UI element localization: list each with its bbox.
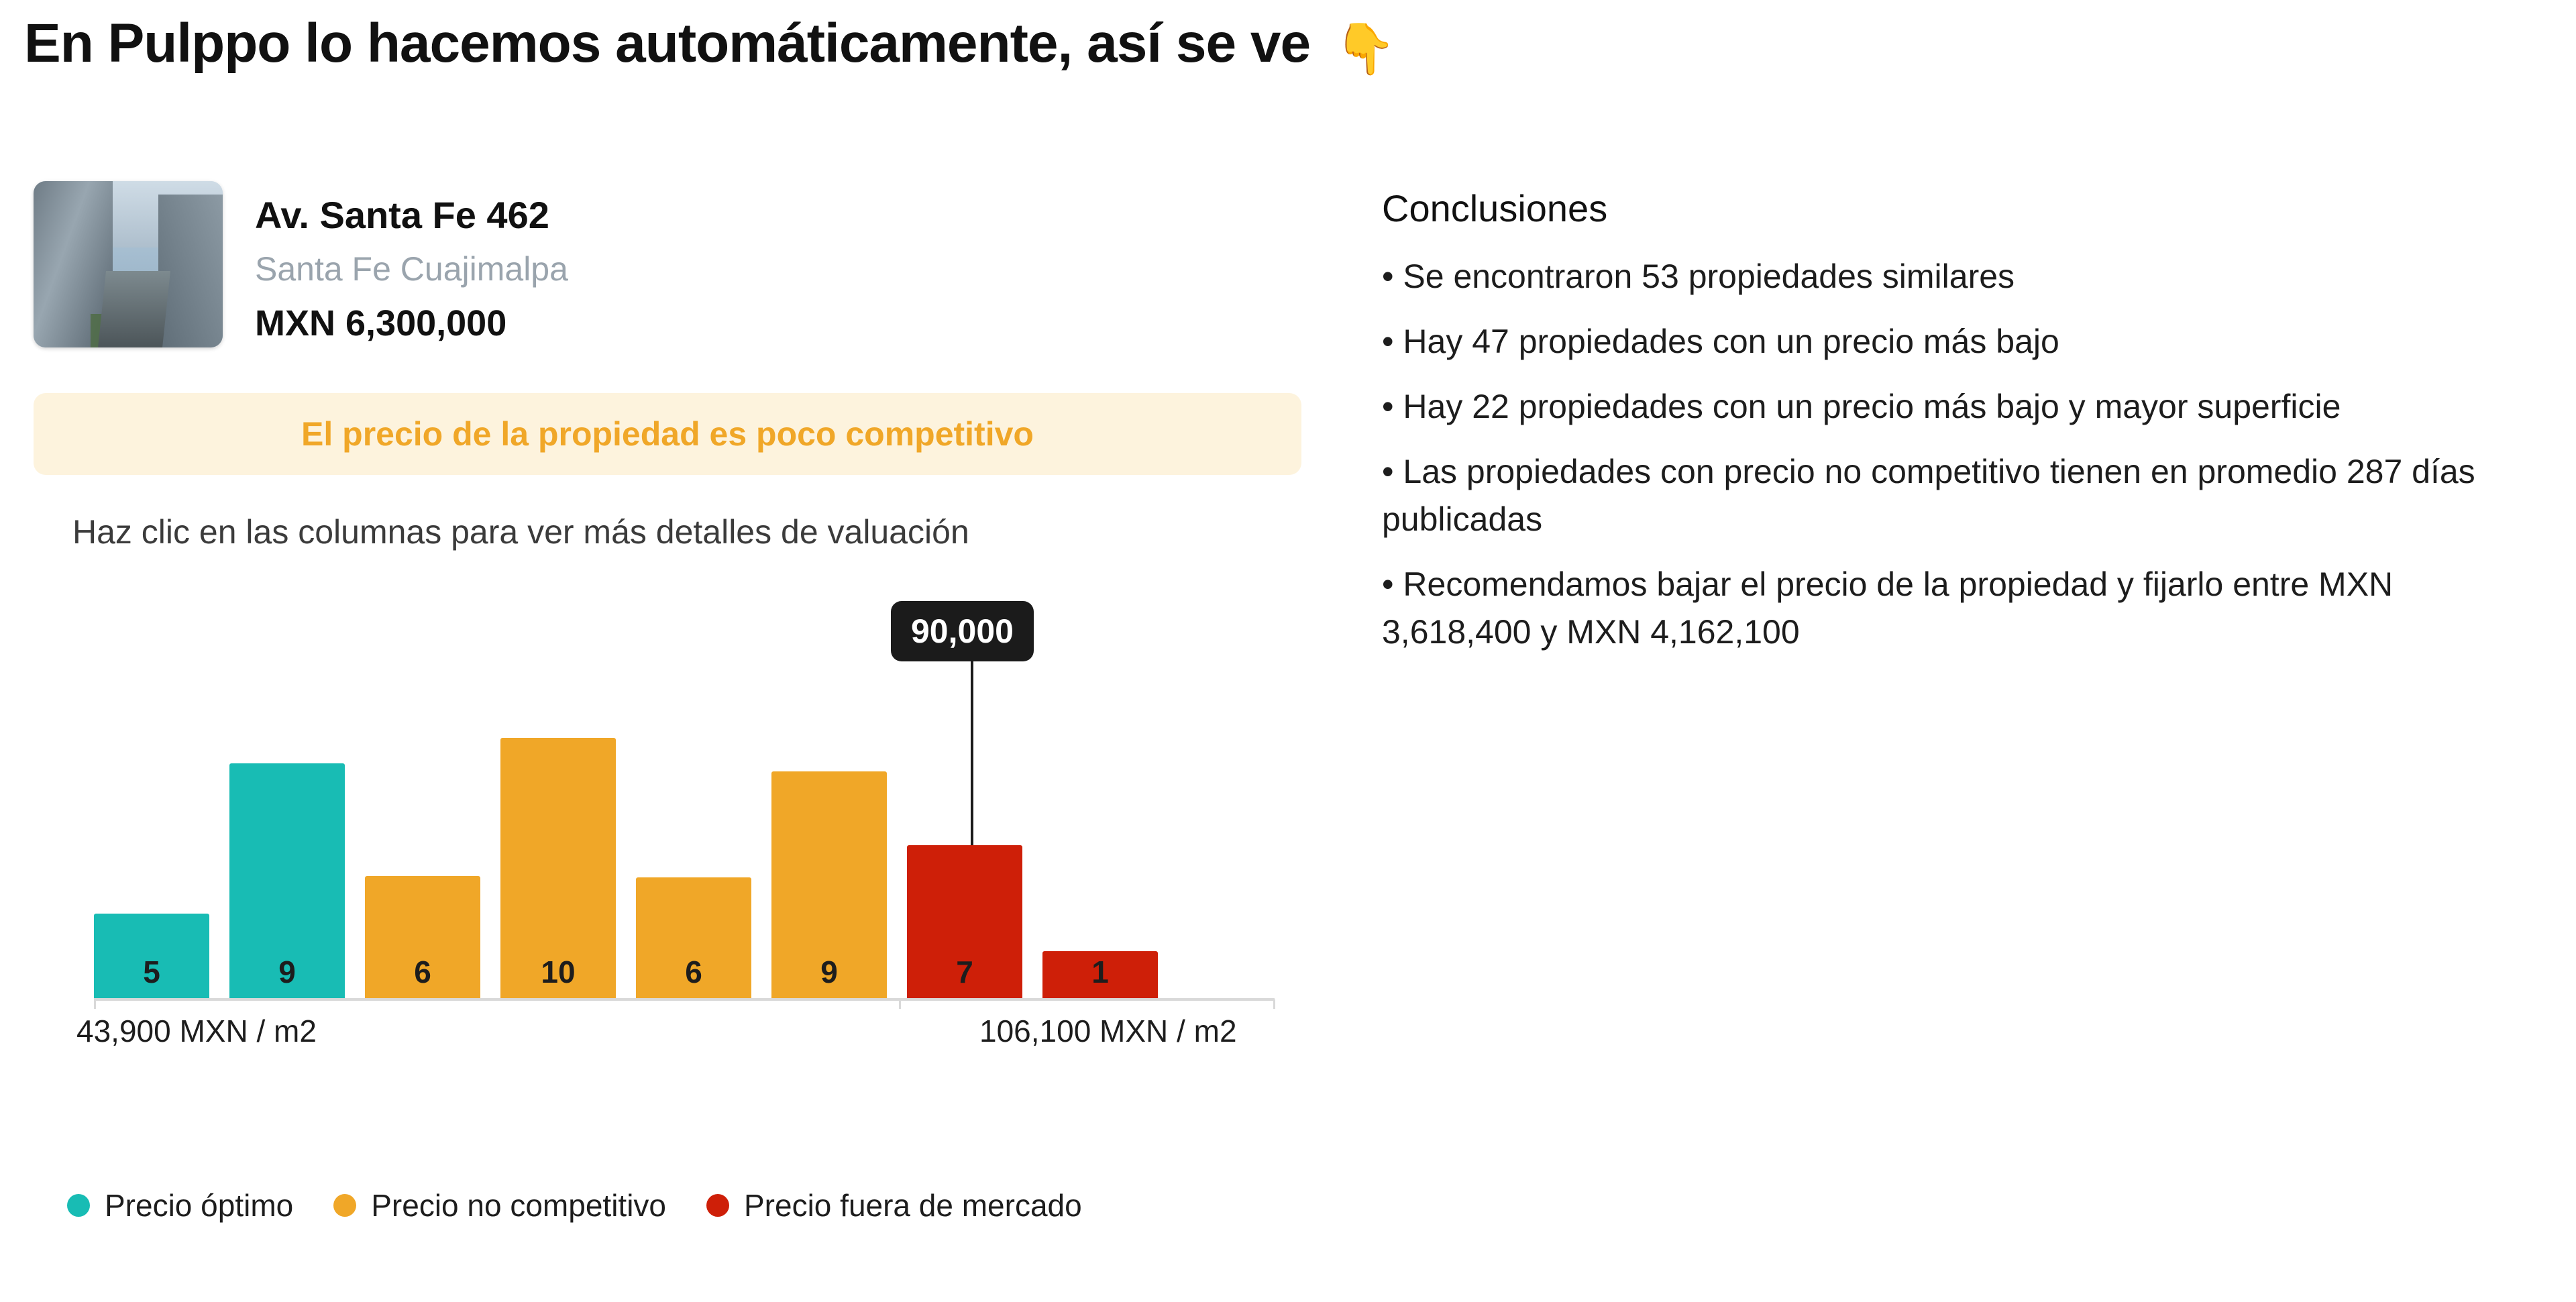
- histogram-bar-selected[interactable]: [771, 771, 887, 999]
- histogram-bar[interactable]: [1042, 951, 1158, 999]
- legend-label: Precio fuera de mercado: [744, 1188, 1082, 1223]
- page-title-text: En Pulppo lo hacemos automáticamente, así se ve: [24, 13, 1311, 74]
- histogram-bar-label: 6: [685, 955, 702, 989]
- conclusions-title: Conclusiones: [1382, 187, 1608, 229]
- property-neighborhood: Santa Fe Cuajimalpa: [255, 250, 568, 288]
- histogram-axis: [94, 998, 1275, 1001]
- chart-hint: Haz clic en las columnas para ver más detalles de valuación: [72, 513, 969, 551]
- axis-tick: [899, 999, 901, 1009]
- histogram-bar-label: 10: [541, 955, 576, 989]
- axis-label-max: 106,100 MXN / m2: [979, 1014, 1237, 1048]
- axis-tick: [1273, 999, 1275, 1009]
- histogram-bar[interactable]: [500, 738, 616, 999]
- property-address: Av. Santa Fe 462: [255, 194, 549, 236]
- property-price: MXN 6,300,000: [255, 303, 507, 344]
- legend-item-no-competitivo: [333, 1187, 666, 1224]
- conclusion-item: • Hay 22 propiedades con un precio más bajo y mayor superficie: [1382, 388, 2341, 425]
- legend-label: Precio óptimo: [105, 1188, 294, 1223]
- legend-dot-icon: [67, 1194, 90, 1217]
- legend-item-fuera-de-mercado: [706, 1187, 1082, 1224]
- histogram-bar-label: 1: [1091, 955, 1109, 989]
- pointing-down-hand-icon: 👇: [1334, 21, 1396, 76]
- conclusions-panel: [1382, 186, 2522, 673]
- histogram-legend: [67, 1187, 1082, 1224]
- histogram-axis-labels: [67, 1013, 1281, 1053]
- histogram-tooltip: 90,000: [891, 601, 1034, 661]
- property-summary: [34, 181, 1308, 347]
- histogram-bars: [94, 624, 1275, 999]
- axis-tick: [94, 999, 96, 1009]
- thumbnail-road: [98, 271, 170, 347]
- legend-label: Precio no competitivo: [371, 1188, 666, 1223]
- price-competitiveness-banner: [34, 393, 1301, 475]
- legend-dot-icon: [333, 1194, 356, 1217]
- legend-dot-icon: [706, 1194, 729, 1217]
- histogram-bar[interactable]: [636, 877, 751, 999]
- price-competitiveness-text: El precio de la propiedad es poco competitivo: [301, 415, 1034, 453]
- histogram-plot: [74, 590, 1288, 999]
- property-panel: [34, 181, 1308, 551]
- histogram-bar[interactable]: [365, 876, 480, 999]
- property-thumbnail: [34, 181, 223, 347]
- conclusion-item: • Las propiedades con precio no competitivo tienen en promedio 287 días publicadas: [1382, 453, 2475, 538]
- histogram-bar-label: 7: [956, 955, 973, 989]
- conclusion-item: • Recomendamos bajar el precio de la propiedad y fijarlo entre MXN 3,618,400 y MXN 4,162,100: [1382, 565, 2394, 651]
- histogram-bar[interactable]: [907, 845, 1022, 999]
- page-title: [24, 12, 1395, 78]
- conclusion-item: • Hay 47 propiedades con un precio más bajo: [1382, 323, 2059, 360]
- conclusion-item: • Se encontraron 53 propiedades similares: [1382, 258, 2015, 295]
- axis-label-min: 43,900 MXN / m2: [76, 1014, 317, 1048]
- histogram-bar-label: 9: [820, 955, 838, 989]
- legend-item-optimo: [67, 1187, 293, 1224]
- histogram-bar[interactable]: [229, 763, 345, 999]
- histogram-bar-label: 5: [143, 955, 160, 989]
- property-details: [255, 181, 568, 344]
- valuation-histogram: [67, 590, 1275, 1073]
- histogram-bar-label: 9: [278, 955, 296, 989]
- histogram-bar[interactable]: [94, 914, 209, 999]
- histogram-bar-label: 6: [414, 955, 431, 989]
